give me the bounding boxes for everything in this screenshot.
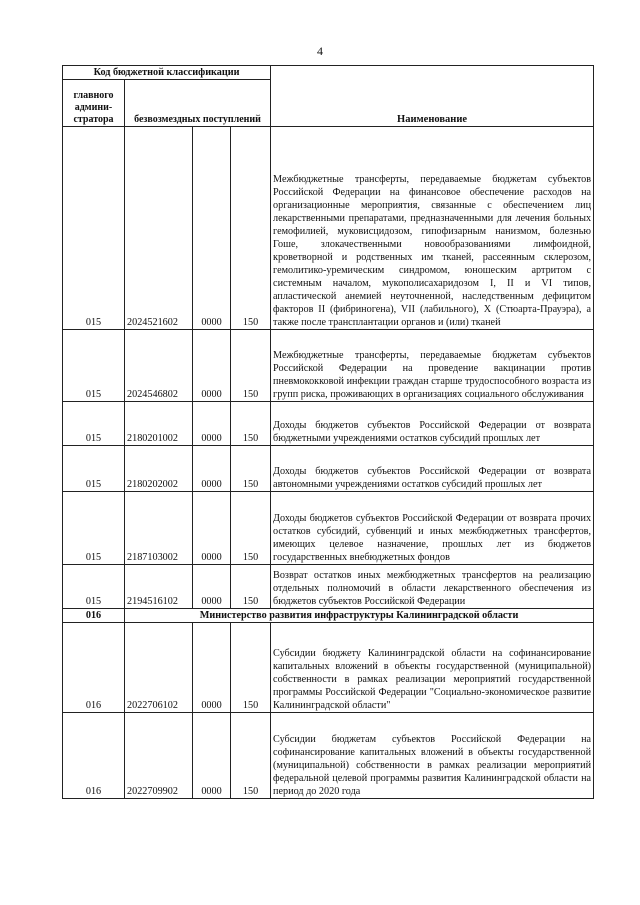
kosgu-code: 150 xyxy=(231,446,271,492)
revenue-code: 2180201002 xyxy=(125,402,193,446)
row-name: Возврат остатков иных межбюджетных трансфертов на реализацию отдельных полномочий в области лекарственного обеспечения из бюджетов субъектов Российской Федерации xyxy=(271,565,594,609)
table-row xyxy=(63,402,594,446)
row-name: Доходы бюджетов субъектов Российской Федерации от возврата бюджетными учреждениями остатков субсидий прошлых лет xyxy=(271,402,594,446)
table-row xyxy=(63,623,594,713)
revenue-code: 2180202002 xyxy=(125,446,193,492)
row-name: Доходы бюджетов субъектов Российской Федерации от возврата автономными учреждениями остатков субсидий прошлых лет xyxy=(271,446,594,492)
header-admin: главного админи-стратора xyxy=(63,80,125,127)
table-row xyxy=(63,127,594,330)
budget-classification-table xyxy=(62,65,594,799)
admin-code: 015 xyxy=(63,402,125,446)
kosgu-code: 150 xyxy=(231,565,271,609)
row-name: Субсидии бюджету Калининградской области на софинансирование капитальных вложений в объекты государственной (муниципальной) собственности в рамках реализации мероприятий государственной программы Российской Федерации "Социально-экономическое развитие Калининградской области" xyxy=(271,623,594,713)
header-revenue: безвозмездных поступлений xyxy=(125,80,271,127)
revenue-code: 2024546802 xyxy=(125,330,193,402)
table-row xyxy=(63,492,594,565)
program-code: 0000 xyxy=(193,492,231,565)
kosgu-code: 150 xyxy=(231,492,271,565)
revenue-code: 2022706102 xyxy=(125,623,193,713)
program-code: 0000 xyxy=(193,565,231,609)
program-code: 0000 xyxy=(193,623,231,713)
row-name: Субсидии бюджетам субъектов Российской Федерации на софинансирование капитальных вложений в объекты государственной (муниципальной) собственности в рамках реализации мероприятий федеральной целевой программы развития Калининградской области на период до 2020 года xyxy=(271,713,594,799)
table-row xyxy=(63,565,594,609)
section-row xyxy=(63,609,594,623)
row-name: Межбюджетные трансферты, передаваемые бюджетам субъектов Российской Федерации на финансовое обеспечение расходов на организационные мероприятия, связанные с обеспечением лиц лекарственными препаратами, предназначенными для лечения больных гемофилией, муковисцидозом, гипофизарным нанизмом, болезнью Гоше, злокачественными новообразованиями лимфоидной, кроветворной и родственных им тканей, рассеянным склерозом, гемолитико-уремическим синдромом, юношеским артритом с системным началом, мукополисахаридозом I, II и VI типов, апластической анемией неуточненной, наследственным дефицитом факторов II (фибриногена), VII (лабильного), X (Стюарта-Прауэра), а также после трансплантации органов и (или) тканей xyxy=(271,127,594,330)
table-row xyxy=(63,330,594,402)
program-code: 0000 xyxy=(193,330,231,402)
admin-code: 015 xyxy=(63,127,125,330)
kosgu-code: 150 xyxy=(231,330,271,402)
kosgu-code: 150 xyxy=(231,623,271,713)
row-name: Межбюджетные трансферты, передаваемые бюджетам субъектов Российской Федерации на проведение вакцинации против пневмококковой инфекции граждан старше трудоспособного возраста из групп риска, проживающих в организациях социального обслуживания xyxy=(271,330,594,402)
kosgu-code: 150 xyxy=(231,713,271,799)
revenue-code: 2022709902 xyxy=(125,713,193,799)
admin-code: 015 xyxy=(63,446,125,492)
row-name: Доходы бюджетов субъектов Российской Федерации от возврата прочих остатков субсидий, субвенций и иных межбюджетных трансфертов, имеющих целевое назначение, прошлых лет из бюджетов государственных внебюджетных фондов xyxy=(271,492,594,565)
header-kbk: Код бюджетной классификации xyxy=(63,66,271,80)
section-code: 016 xyxy=(63,609,125,623)
revenue-code: 2187103002 xyxy=(125,492,193,565)
admin-code: 016 xyxy=(63,713,125,799)
admin-code: 015 xyxy=(63,330,125,402)
kosgu-code: 150 xyxy=(231,127,271,330)
table-row xyxy=(63,446,594,492)
admin-code: 015 xyxy=(63,492,125,565)
section-title: Министерство развития инфраструктуры Калининградской области xyxy=(125,609,594,623)
admin-code: 015 xyxy=(63,565,125,609)
program-code: 0000 xyxy=(193,402,231,446)
program-code: 0000 xyxy=(193,446,231,492)
revenue-code: 2024521602 xyxy=(125,127,193,330)
header-name: Наименование xyxy=(271,66,594,127)
program-code: 0000 xyxy=(193,713,231,799)
table-row xyxy=(63,713,594,799)
page-number: 4 xyxy=(317,44,323,58)
kosgu-code: 150 xyxy=(231,402,271,446)
program-code: 0000 xyxy=(193,127,231,330)
revenue-code: 2194516102 xyxy=(125,565,193,609)
admin-code: 016 xyxy=(63,623,125,713)
